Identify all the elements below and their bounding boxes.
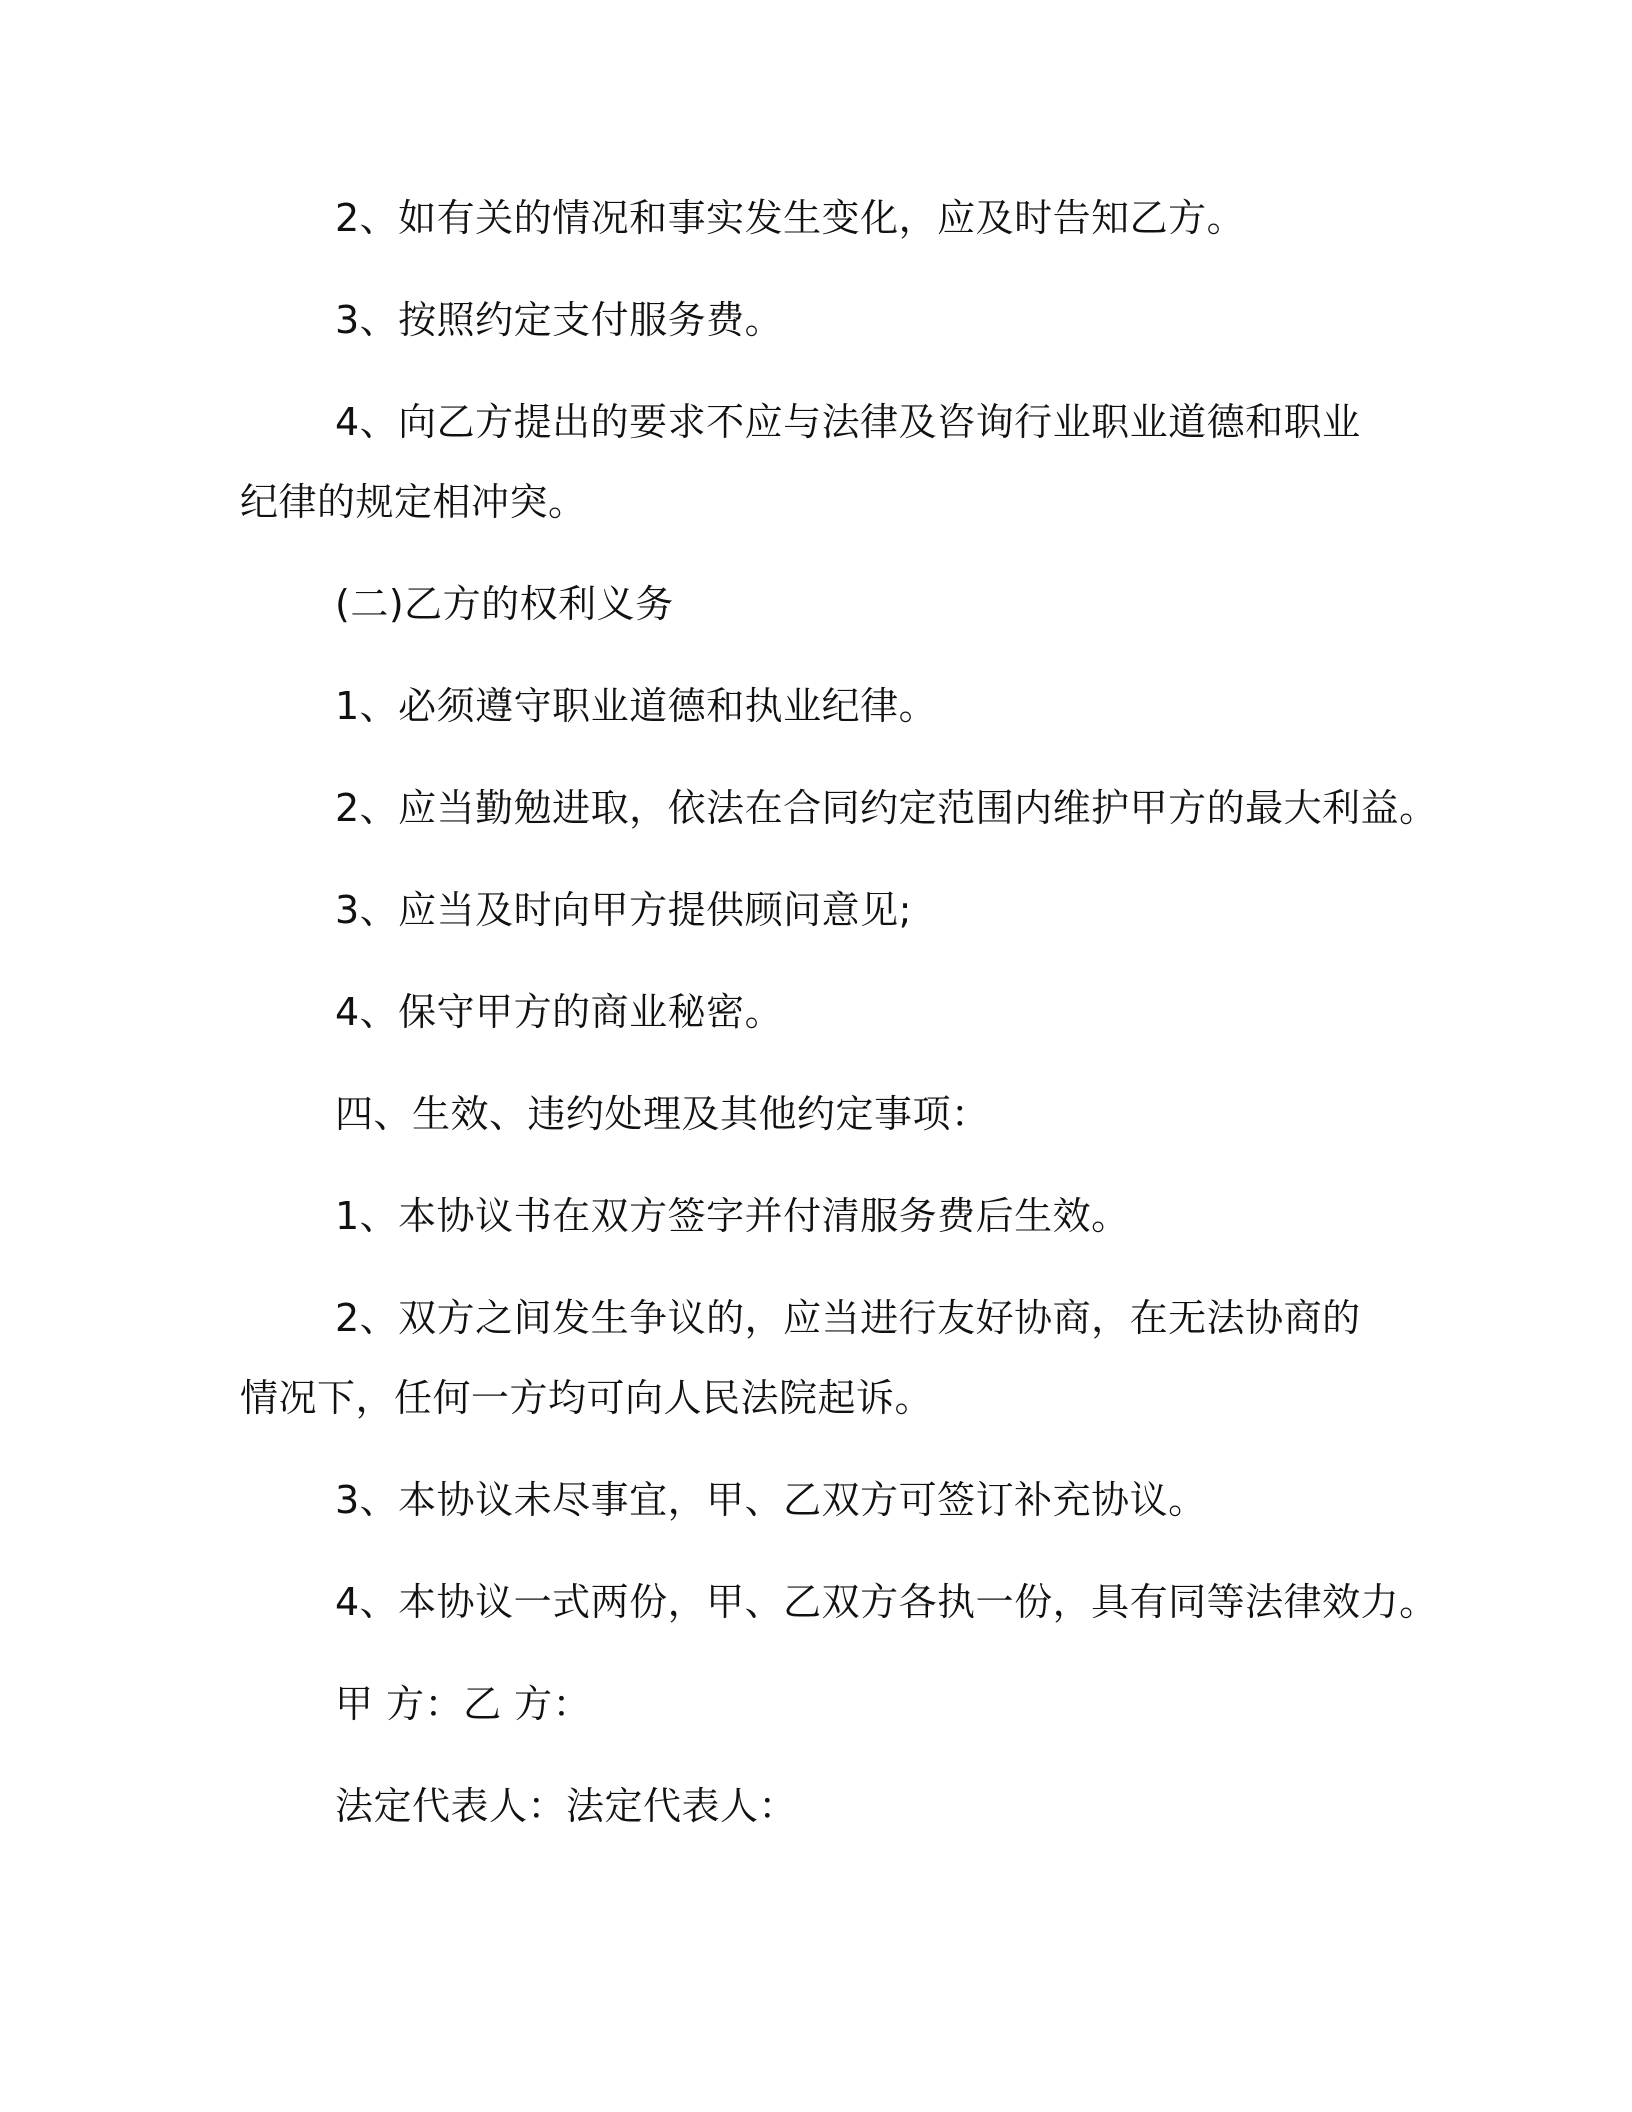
paragraph-party-b-duty-4: 4、保守甲方的商业秘密。: [335, 990, 784, 1034]
signature-representatives-line: 法定代表人：法定代表人：: [335, 1784, 798, 1828]
section-heading-party-b-rights: (二)乙方的权利义务: [335, 582, 674, 626]
paragraph-term-4: 4、本协议一式两份，甲、乙双方各执一份，具有同等法律效力。: [335, 1580, 1438, 1624]
paragraph-party-b-duty-2: 2、应当勤勉进取，依法在合同约定范围内维护甲方的最大利益。: [335, 786, 1438, 830]
paragraph-term-3: 3、本协议未尽事宜，甲、乙双方可签订补充协议。: [335, 1478, 1207, 1522]
section-heading-effect-and-terms: 四、生效、违约处理及其他约定事项：: [335, 1092, 990, 1136]
paragraph-party-a-duty-4: 4、向乙方提出的要求不应与法律及咨询行业职业道德和职业纪律的规定相冲突。: [240, 400, 1361, 524]
paragraph-term-2: 2、双方之间发生争议的，应当进行友好协商，在无法协商的情况下，任何一方均可向人民法院起诉。: [240, 1296, 1361, 1420]
signature-parties-line: 甲 方：乙 方：: [335, 1682, 592, 1726]
paragraph-party-a-duty-3: 3、按照约定支付服务费。: [335, 298, 784, 342]
paragraph-party-b-duty-3: 3、应当及时向甲方提供顾问意见;: [335, 888, 912, 932]
paragraph-term-1: 1、本协议书在双方签字并付清服务费后生效。: [335, 1194, 1130, 1238]
paragraph-party-b-duty-1: 1、必须遵守职业道德和执业纪律。: [335, 684, 938, 728]
paragraph-party-a-duty-2: 2、如有关的情况和事实发生变化，应及时告知乙方。: [335, 196, 1246, 240]
